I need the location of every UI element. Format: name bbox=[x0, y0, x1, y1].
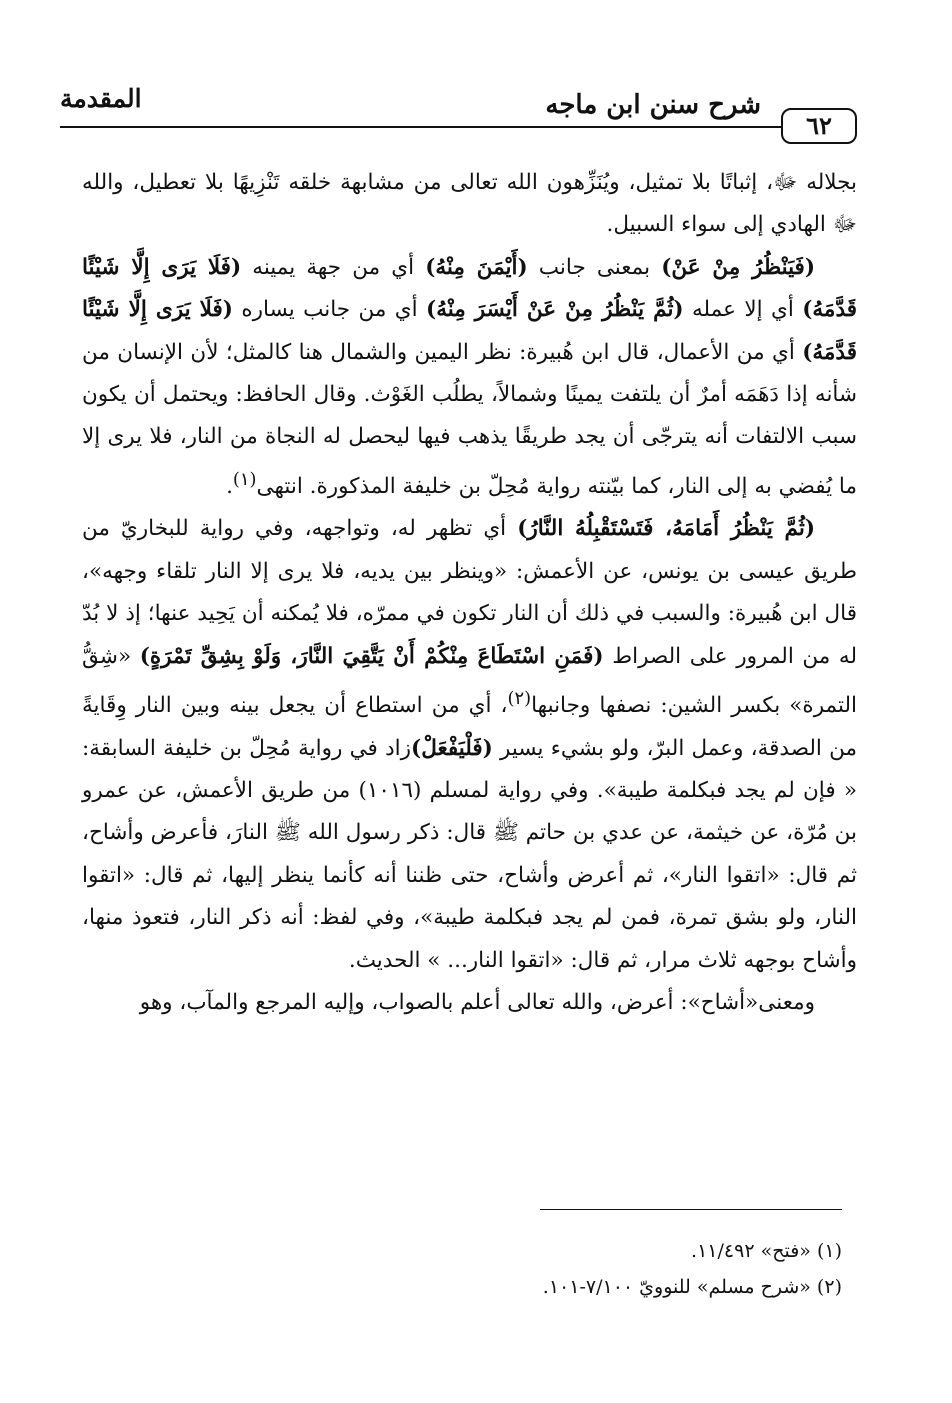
footnote-divider bbox=[540, 1209, 842, 1210]
commentary-text: بمعنى جانب bbox=[527, 254, 662, 280]
hadith-quote: (فَيَنْظُرُ مِنْ عَنْ) bbox=[661, 254, 816, 280]
page-header bbox=[60, 82, 857, 152]
commentary-text: زاد في رواية مُحِلّ بن خليفة السابقة: « فإن لم يجد فبكلمة طيبة». وفي رواية لمسلم (١٠١٦) من طريق الأعمش، عن عمرو بن مُرّة، عن خيثمة، عن عدي بن حاتم ﷺ قال: ذكر رسول الله ﷺ النارَ، فأعرض وأشاح، ثم قال: «اتقوا النار»، ثم أعرض وأشاح، حتى ظننا أنه كأنما ينظر إليها، ثم قال: «اتقوا النار، ولو بشق تمرة، فمن لم يجد فبكلمة طيبة»، وفي لفظ: أنه ذكر النار، فتعوذ منها، وأشاح بوجهه ثلاث مرار، ثم قال: «اتقوا النار... » الحديث. bbox=[82, 735, 857, 973]
footnote-2: (٢) «شرح مسلم» للنوويّ ٧/١٠٠-١٠١. bbox=[542, 1276, 842, 1298]
hadith-quote: (فَلَا يَرَى إِلَّا شَيْئًا قَدَّمَهُ) bbox=[82, 254, 858, 323]
commentary-text: . bbox=[226, 474, 233, 499]
footnote-ref-1: (١) bbox=[232, 468, 257, 490]
page-number: ٦٢ bbox=[781, 108, 857, 144]
main-text bbox=[82, 162, 857, 1024]
hadith-quote: (فَلْيَفْعَلْ) bbox=[411, 735, 493, 761]
commentary-text: أي من جانب يساره bbox=[232, 297, 427, 323]
paragraph-1: بجلاله ﷻ، إثباتًا بلا تمثيل، ويُنَزِّهون الله تعالى من مشابهة خلقه تَنْزِيهًا بلا تعطيل، والله ﷻ الهادي إلى سواء السبيل. bbox=[82, 170, 857, 238]
hadith-quote: (أَيْمَنَ مِنْهُ) bbox=[425, 254, 528, 280]
paragraph-3 bbox=[82, 508, 857, 982]
hadith-quote: (فَلَا يَرَى إِلَّا شَيْئًا قَدَّمَهُ) bbox=[82, 297, 857, 365]
footnote-ref-2: (٢) bbox=[507, 688, 532, 710]
commentary-text: أي تظهر له، وتواجهه، وفي رواية للبخاريّ من طريق عيسى بن يونس، عن الأعمش: «وينظر بين يديه، فلا يرى إلا النار تلقاء وجهه»، قال ابن هُبيرة: والسبب في ذلك أن النار تكون في ممرّه، فلا يُمكنه أن يَحِيد عنها؛ إذ لا بُدّ له من المرور على الصراط bbox=[82, 516, 858, 669]
footnotes bbox=[200, 1233, 842, 1305]
commentary-text: أي من الأعمال، قال ابن هُبيرة: نظر اليمين والشمال هنا كالمثل؛ لأن الإنسان من شأنه إذا دَهَمَه أمرٌ أن يلتفت يمينًا وشمالاً، يطلُب الغَوْث. وقال الحافظ: ويحتمل أن يكون سبب الالتفات أنه يترجّى أن يجد طريقًا يذهب فيها ليحصل له النجاة من النار، فلا يرى إلا ما يُفضي به إلى النار، كما بيّنته رواية مُحِلّ بن خليفة المذكورة. انتهى bbox=[82, 339, 857, 499]
hadith-quote: (فَمَنِ اسْتَطَاعَ مِنْكُمْ أَنْ يَتَّقِيَ النَّارَ، وَلَوْ بِشِقِّ تَمْرَةٍ) bbox=[139, 643, 604, 669]
paragraph-4: ومعنى«أشاح»: أعرض، والله تعالى أعلم بالصواب، وإليه المرجع والمآب، وهو bbox=[139, 990, 815, 1016]
section-title: المقدمة bbox=[60, 84, 142, 113]
commentary-text: ، أي من استطاع أن يجعل بينه وبين النار وِقَايةً من الصدقة، وعمل البرّ، ولو بشيء يسير bbox=[82, 693, 857, 761]
book-title: شرح سنن ابن ماجه bbox=[545, 90, 761, 120]
header-rule bbox=[60, 126, 781, 128]
paragraph-2 bbox=[82, 247, 857, 509]
hadith-quote: (ثُمَّ يَنْظُرُ أَمَامَهُ، فَتَسْتَقْبِلُهُ النَّارُ) bbox=[517, 516, 815, 542]
commentary-text: أي من جهة يمينه bbox=[241, 254, 426, 280]
footnote-1: (١) «فتح» ١١/٤٩٢. bbox=[691, 1240, 842, 1262]
commentary-text: «شِقُّ التمرة» بكسر الشين: نصفها وجانبها bbox=[82, 643, 857, 719]
hadith-quote: (ثُمَّ يَنْظُرُ مِنْ عَنْ أَيْسَرَ مِنْهُ) bbox=[426, 297, 684, 323]
commentary-text: أي إلا عمله bbox=[683, 297, 803, 323]
